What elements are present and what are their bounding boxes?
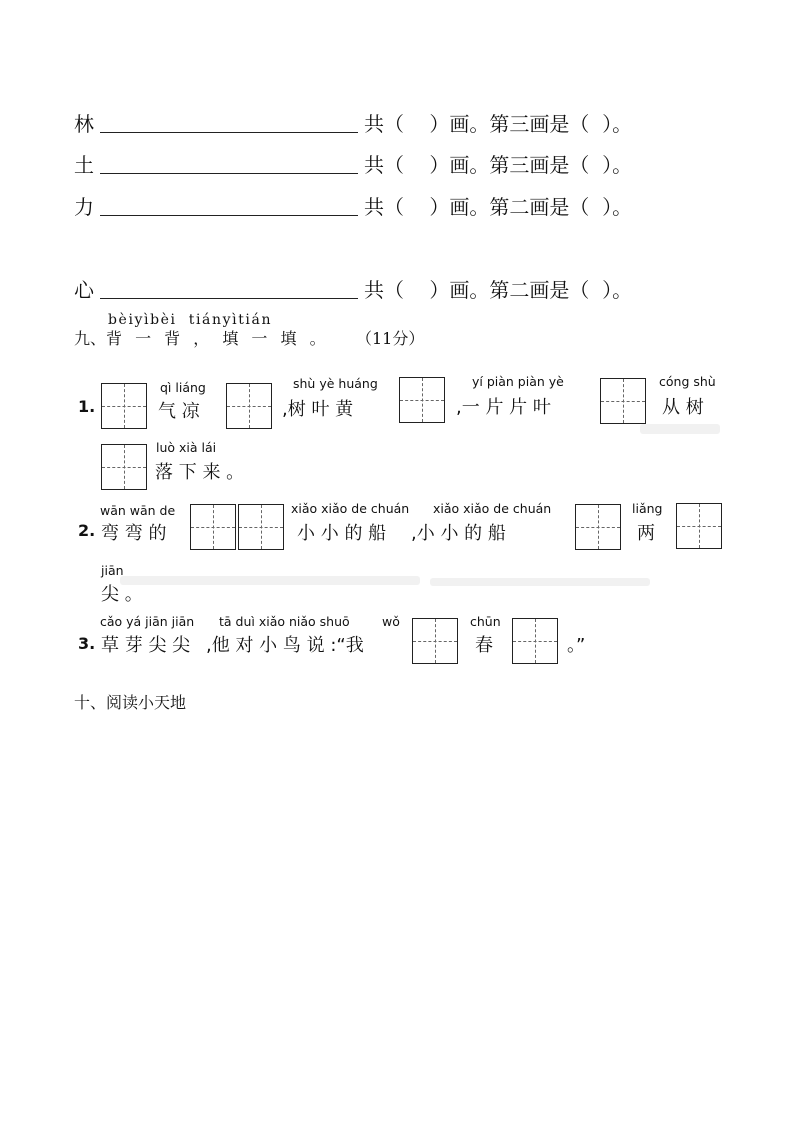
tianzige-box[interactable] (575, 504, 621, 550)
pinyin: cóng shù (659, 374, 716, 389)
hanzi: 两 (637, 523, 655, 544)
tianzige-box[interactable] (600, 378, 646, 424)
tianzige-box[interactable] (101, 383, 147, 429)
tianzige-box[interactable] (190, 504, 236, 550)
pinyin: jiān (101, 563, 124, 578)
section10-title: 十、阅读小天地 (74, 693, 187, 712)
hanzi: 气 凉 (158, 401, 200, 422)
tianzige-box[interactable] (412, 618, 458, 664)
hanzi: 春 (475, 635, 493, 656)
pinyin: xiǎo xiǎo de chuán (433, 501, 552, 516)
tianzige-box[interactable] (399, 377, 445, 423)
section9-score: （11分） (356, 329, 425, 348)
pinyin: xiǎo xiǎo de chuán (291, 501, 410, 516)
hanzi: 弯 弯 的 (101, 523, 167, 544)
tianzige-box[interactable] (226, 383, 272, 429)
pinyin: liǎng (632, 501, 663, 516)
pinyin: cǎo yá jiān jiān (100, 614, 195, 629)
hanzi: ,小 小 的 船 (411, 523, 506, 544)
pinyin: shù yè huáng (293, 376, 378, 391)
q2-number: 2. (78, 521, 96, 540)
q3-number: 3. (78, 634, 96, 653)
hanzi: ,他 对 小 鸟 说 :“我 (206, 635, 364, 656)
stroke-char: 力 (74, 195, 94, 219)
stroke-question: 共（ ）画。第二画是（ ）。 (364, 278, 633, 302)
hanzi: ,一 片 片 叶 (456, 397, 551, 418)
answer-line[interactable] (100, 132, 358, 133)
hanzi: 草 芽 尖 尖 (101, 635, 191, 656)
stroke-question: 共（ ）画。第二画是（ ）。 (364, 195, 633, 219)
stroke-question: 共（ ）画。第三画是（ ）。 (364, 112, 633, 136)
pinyin: tā duì xiǎo niǎo shuō (219, 614, 350, 629)
pinyin: wān wān de (100, 503, 176, 518)
answer-line[interactable] (100, 215, 358, 216)
tianzige-box[interactable] (101, 444, 147, 490)
pinyin: wǒ (382, 614, 400, 629)
answer-line[interactable] (100, 173, 358, 174)
section9-title: 背 一 背 ， 填 一 填 。 (106, 329, 330, 348)
section9-prefix: 九、 (74, 329, 107, 348)
stroke-char: 林 (74, 112, 94, 136)
print-through-smudge (640, 424, 720, 434)
stroke-char: 心 (74, 278, 94, 302)
tianzige-box[interactable] (238, 504, 284, 550)
hanzi: 落 下 来 。 (155, 462, 245, 483)
hanzi: 尖 。 (101, 584, 143, 605)
stroke-char: 土 (74, 153, 94, 177)
stroke-question: 共（ ）画。第三画是（ ）。 (364, 153, 633, 177)
answer-line[interactable] (100, 298, 358, 299)
pinyin: luò xià lái (156, 440, 217, 455)
tianzige-box[interactable] (512, 618, 558, 664)
hanzi: 。” (567, 635, 586, 656)
pinyin: yí piàn piàn yè (472, 374, 564, 389)
tianzige-box[interactable] (676, 503, 722, 549)
q1-number: 1. (78, 397, 96, 416)
section9-pinyin: bèiyìbèi tiányìtián (108, 312, 273, 328)
hanzi: 从 树 (662, 397, 704, 418)
hanzi: 小 小 的 船 (297, 523, 387, 544)
hanzi: ,树 叶 黄 (282, 399, 354, 420)
pinyin: chūn (470, 614, 501, 629)
pinyin: qì liáng (160, 380, 206, 395)
print-through-smudge (120, 576, 420, 585)
print-through-smudge (430, 578, 650, 586)
